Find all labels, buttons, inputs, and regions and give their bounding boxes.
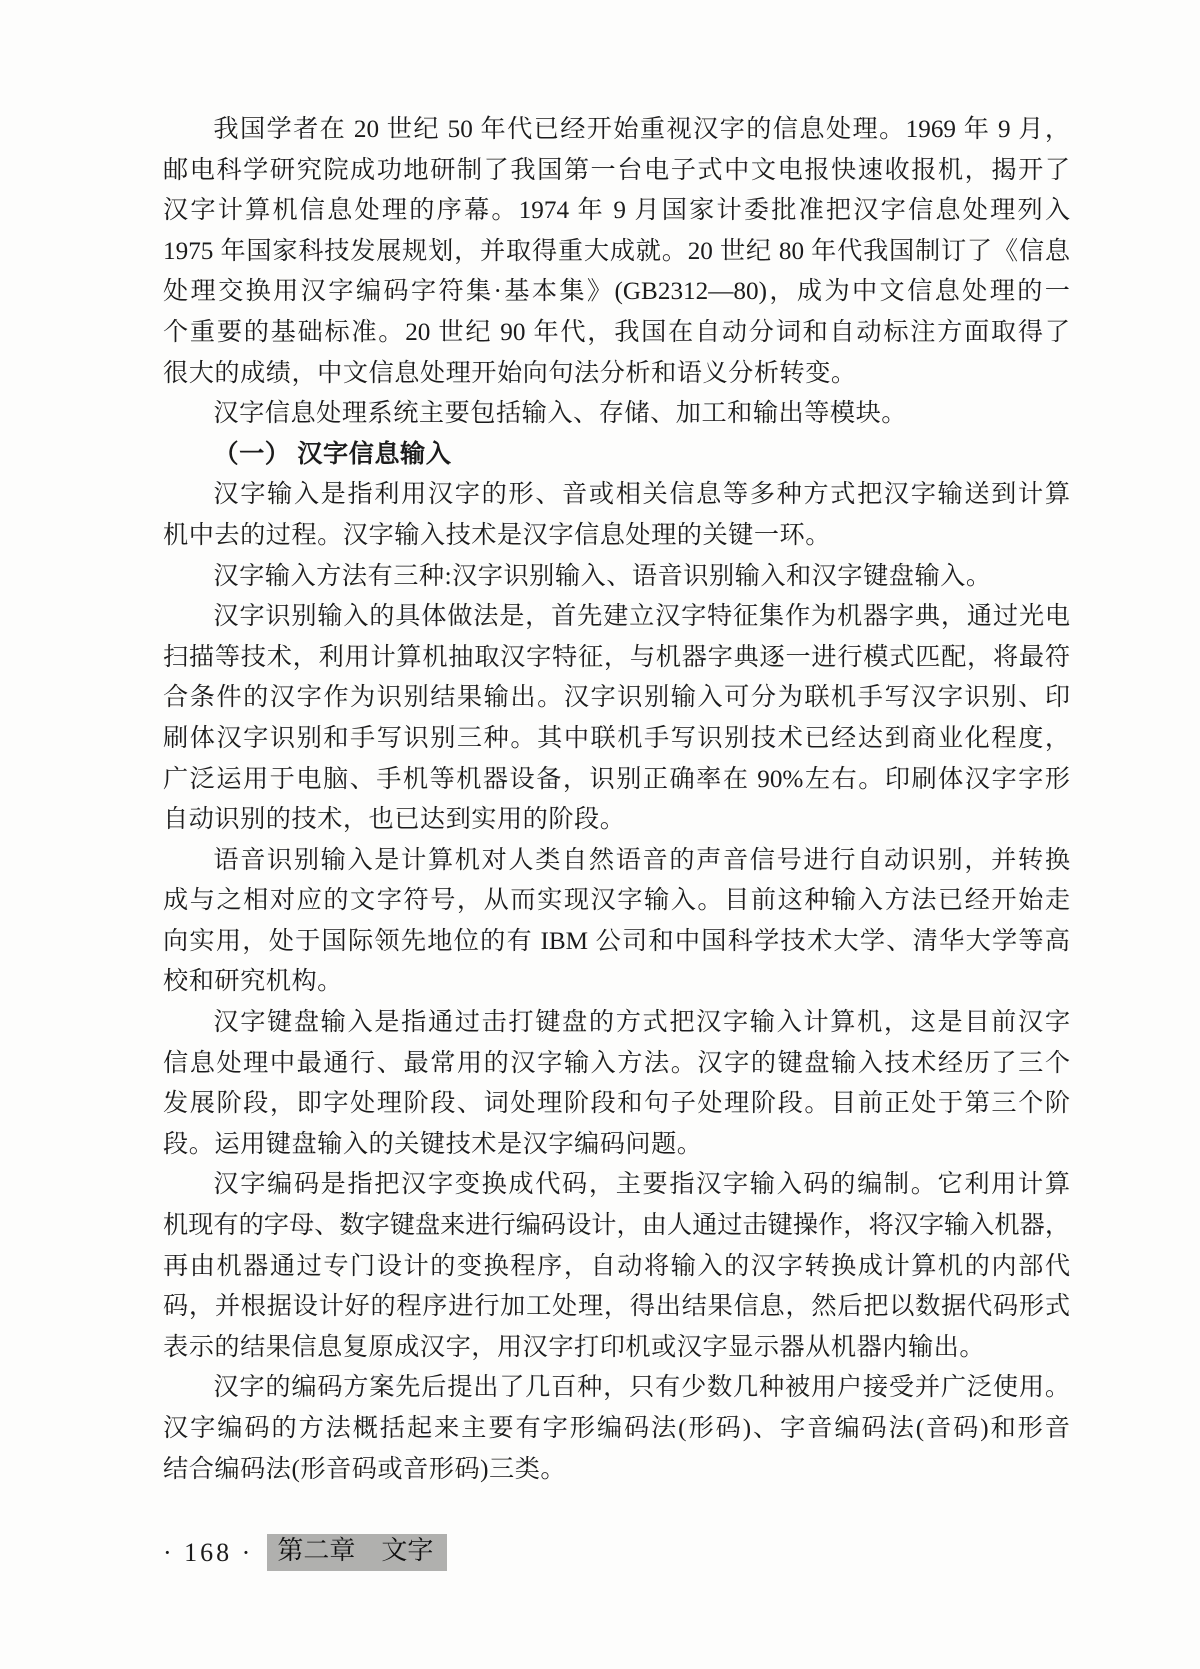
- text-line: 合条件的汉字作为识别结果输出。汉字识别输入可分为联机手写汉字识别、印: [163, 684, 1070, 712]
- text-line: 表示的结果信息复原成汉字，用汉字打印机或汉字显示器从机器内输出。: [163, 1333, 985, 1361]
- text-line: 广泛运用于电脑、手机等机器设备，识别正确率在 90%左右。印刷体汉字字形: [163, 765, 1070, 793]
- text-line: 我国学者在 20 世纪 50 年代已经开始重视汉字的信息处理。1969 年 9 月，: [213, 116, 1070, 143]
- text-line: 机现有的字母、数字键盘来进行编码设计，由人通过击键操作，将汉字输入机器，: [163, 1212, 1070, 1240]
- text-line: 再由机器通过专门设计的变换程序，自动将输入的汉字转换成计算机的内部代: [163, 1252, 1070, 1280]
- text-line: 汉字信息处理系统主要包括输入、存储、加工和输出等模块。: [213, 400, 907, 428]
- text-line: 刷体汉字识别和手写识别三种。其中联机手写识别技术已经达到商业化程度，: [163, 724, 1070, 752]
- text-line: 结合编码法(形音码或音形码)三类。: [163, 1455, 567, 1483]
- text-line: 汉字计算机信息处理的序幕。1974 年 9 月国家计委批准把汉字信息处理列入: [163, 197, 1070, 225]
- text-line: 自动识别的技术，也已达到实用的阶段。: [163, 806, 626, 834]
- text-line: 成与之相对应的文字符号，从而实现汉字输入。目前这种输入方法已经开始走: [163, 887, 1070, 915]
- page-footer: [163, 1534, 447, 1571]
- text-line: 很大的成绩，中文信息处理开始向句法分析和语义分析转变。: [163, 359, 857, 387]
- text-line: 扫描等技术，利用计算机抽取汉字特征，与机器字典逐一进行模式匹配，将最符: [163, 643, 1070, 671]
- text-line: 汉字编码是指把汉字变换成代码，主要指汉字输入码的编制。它利用计算: [213, 1171, 1070, 1199]
- text-line: 汉字编码的方法概括起来主要有字形编码法(形码)、字音编码法(音码)和形音: [163, 1415, 1070, 1442]
- text-line: 校和研究机构。: [163, 968, 343, 996]
- text-line: 段。运用键盘输入的关键技术是汉字编码问题。: [163, 1130, 703, 1158]
- text-line: 汉字输入是指利用汉字的形、音或相关信息等多种方式把汉字输送到计算: [213, 481, 1070, 509]
- text-line: 邮电科学研究院成功地研制了我国第一台电子式中文电报快速收报机，揭开了: [163, 156, 1070, 184]
- page-number: · 168 ·: [163, 1537, 254, 1567]
- text-line: 汉字输入方法有三种:汉字识别输入、语音识别输入和汉字键盘输入。: [213, 562, 992, 590]
- body-text: [163, 110, 1070, 1490]
- text-line: 向实用，处于国际领先地位的有 IBM 公司和中国科学技术大学、清华大学等高: [163, 927, 1070, 955]
- text-line: 个重要的基础标准。20 世纪 90 年代，我国在自动分词和自动标注方面取得了: [163, 318, 1070, 346]
- text-line: 汉字识别输入的具体做法是，首先建立汉字特征集作为机器字典，通过光电: [213, 603, 1070, 631]
- chapter-badge: 第二章 文字: [267, 1534, 447, 1571]
- text-line: 汉字的编码方案先后提出了几百种，只有少数几种被用户接受并广泛使用。: [213, 1374, 1070, 1402]
- text-line: 语音识别输入是计算机对人类自然语音的声音信号进行自动识别，并转换: [213, 846, 1070, 874]
- text-line: 处理交换用汉字编码字符集·基本集》(GB2312—80)，成为中文信息处理的一: [163, 278, 1070, 306]
- text-line: 发展阶段，即字处理阶段、词处理阶段和句子处理阶段。目前正处于第三个阶: [163, 1090, 1070, 1118]
- text-line: 码，并根据设计好的程序进行加工处理，得出结果信息，然后把以数据代码形式: [163, 1293, 1070, 1321]
- text-line: 1975 年国家科技发展规划，并取得重大成就。20 世纪 80 年代我国制订了《信息: [163, 237, 1070, 265]
- text-line: 汉字键盘输入是指通过击打键盘的方式把汉字输入计算机，这是目前汉字: [213, 1009, 1070, 1037]
- text-line: 信息处理中最通行、最常用的汉字输入方法。汉字的键盘输入技术经历了三个: [163, 1049, 1070, 1077]
- section-heading: （一） 汉字信息输入: [213, 440, 452, 468]
- text-line: 机中去的过程。汉字输入技术是汉字信息处理的关键一环。: [163, 521, 831, 549]
